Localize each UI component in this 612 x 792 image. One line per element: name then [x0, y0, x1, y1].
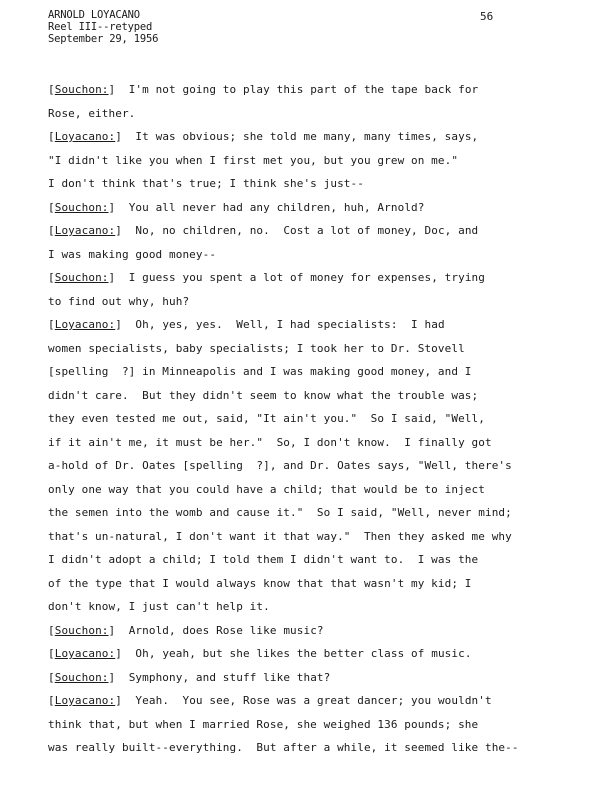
transcript-line [48, 360, 588, 384]
transcript-line: [Loyacano:] Yeah. You see, Rose was a great dancer; you wouldn't [48, 694, 492, 707]
line-text: You all never had any children, huh, Arnold? [115, 200, 425, 214]
transcript-line: [Souchon:] I guess you spent a lot of money for expenses, trying [48, 271, 485, 284]
transcript-line [48, 525, 588, 549]
line-text: I was making good money-- [48, 247, 217, 261]
transcript-line [48, 290, 588, 314]
transcript-line [48, 243, 588, 267]
transcript-line [48, 172, 588, 196]
transcript-line [48, 454, 588, 478]
speaker-name: Souchon: [54, 271, 109, 284]
transcript-line [48, 548, 588, 572]
transcript-line [48, 407, 588, 431]
transcript-line [48, 572, 588, 596]
line-text: [spelling ?] in Minneapolis and I was making good money, and I [48, 365, 472, 378]
line-text: No, no children, no. Cost a lot of money, Doc, and [121, 224, 479, 237]
transcript-line: [Loyacano:] No, no children, no. Cost a lot of money, Doc, and [48, 224, 479, 237]
transcript-line [48, 102, 588, 126]
speaker-name: Loyacano: [54, 647, 116, 660]
line-text: I'm not going to play this part of the tape back for [115, 83, 479, 96]
page-header [48, 9, 158, 45]
line-text: It was obvious; she told me many, many times, says, [121, 130, 479, 143]
interview-date: September 29, 1956 [48, 33, 159, 45]
line-text: if it ain't me, it must be her." So, I don't know. I finally got [48, 435, 492, 449]
speaker-name: Loyacano: [54, 130, 116, 143]
transcript-line: [Souchon:] I'm not going to play this part of the tape back for [48, 83, 479, 96]
transcript-line: [Souchon:] Symphony, and stuff like that? [48, 670, 331, 684]
line-text: Symphony, and stuff like that? [115, 670, 331, 684]
reel-label: Reel III--retyped [48, 21, 153, 33]
line-text: Arnold, does Rose like music? [115, 623, 324, 637]
line-text: I don't think that's true; I think she's just-- [48, 177, 364, 190]
transcript-line [48, 501, 588, 525]
line-text: Oh, yes, yes. Well, I had specialists: I had [121, 318, 445, 331]
transcript-line [48, 431, 588, 455]
line-text: they even tested me out, said, "It ain't you." So I said, "Well, [48, 412, 485, 425]
line-text: Yeah. You see, Rose was a great dancer; you wouldn't [121, 694, 492, 707]
interviewee-name: ARNOLD LOYACANO [48, 9, 140, 21]
transcript-line [48, 478, 588, 502]
transcript-line [48, 149, 588, 173]
transcript-line [48, 713, 588, 737]
transcript-line: [Loyacano:] Oh, yes, yes. Well, I had specialists: I had [48, 318, 445, 331]
page-number: 56 [480, 10, 494, 23]
transcript-line [48, 337, 588, 361]
transcript-line: [Loyacano:] Oh, yeah, but she likes the better class of music. [48, 647, 472, 660]
line-text: only one way that you could have a child; that would be to inject [48, 482, 485, 496]
line-text: of the type that I would always know that that wasn't my kid; I [48, 576, 472, 590]
line-text: Oh, yeah, but she likes the better class of music. [121, 647, 472, 660]
speaker-name: Souchon: [54, 83, 109, 96]
line-text: a-hold of Dr. Oates [spelling ?], and Dr. Oates says, "Well, there's [48, 459, 512, 472]
line-text: was really built--everything. But after a while, it seemed like the-- [48, 741, 519, 754]
transcript-body [48, 78, 588, 760]
speaker-name: Souchon: [54, 623, 109, 637]
speaker-name: Loyacano: [54, 318, 116, 331]
line-text: women specialists, baby specialists; I took her to Dr. Stovell [48, 341, 465, 355]
transcript-line: [Souchon:] You all never had any children, huh, Arnold? [48, 200, 425, 214]
line-text: Rose, either. [48, 106, 136, 120]
line-text: don't know, I just can't help it. [48, 600, 270, 613]
line-text: to find out why, huh? [48, 294, 190, 308]
speaker-name: Souchon: [54, 670, 109, 684]
speaker-name: Loyacano: [54, 224, 116, 237]
line-text: I didn't adopt a child; I told them I didn't want to. I was the [48, 553, 479, 566]
transcript-line [48, 736, 588, 760]
transcript-line [48, 384, 588, 408]
line-text: the semen into the womb and cause it." So I said, "Well, never mind; [48, 506, 512, 519]
line-text: that's un-natural, I don't want it that way." Then they asked me why [48, 529, 512, 543]
transcript-line: [Loyacano:] It was obvious; she told me many, many times, says, [48, 130, 479, 143]
transcript-line [48, 595, 588, 619]
line-text: I guess you spent a lot of money for expenses, trying [115, 271, 485, 284]
line-text: didn't care. But they didn't seem to know what the trouble was; [48, 388, 479, 402]
transcript-line: [Souchon:] Arnold, does Rose like music? [48, 623, 324, 637]
speaker-name: Souchon: [54, 200, 109, 214]
speaker-name: Loyacano: [54, 694, 116, 707]
line-text: think that, but when I married Rose, she weighed 136 pounds; she [48, 717, 479, 731]
line-text: "I didn't like you when I first met you, but you grew on me." [48, 153, 459, 167]
